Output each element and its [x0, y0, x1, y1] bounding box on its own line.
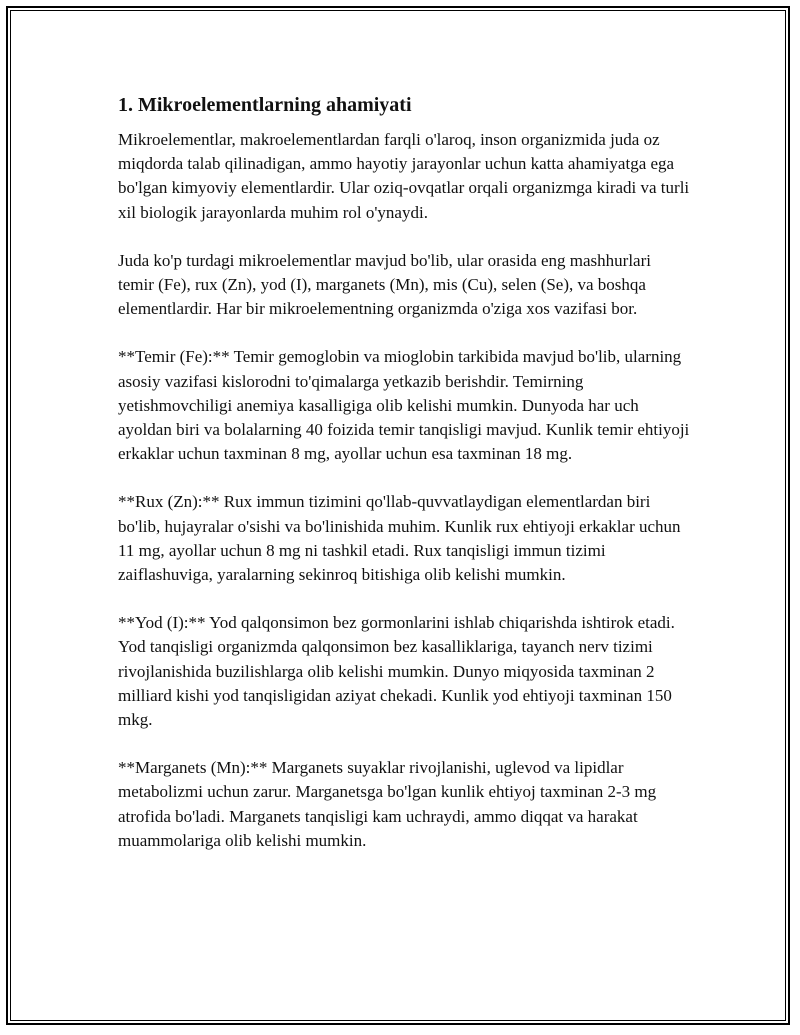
section-heading: 1. Mikroelementlarning ahamiyati	[118, 94, 412, 116]
paragraph-iodine: **Yod (I):** Yod qalqonsimon bez gormonlarini ishlab chiqarishda ishtirok etadi. Yod tanqisligi organizmda qalqonsimon bez kasalliklariga, tayanch nerv tizimi rivojlanishida buzilishlarga olib kelishi mumkin. Dunyo miqyosida taxminan 2 milliard kishi yod tanqisligidan aziyat chekadi. Kunlik yod ehtiyoji taxminan 150 mkg.	[118, 613, 675, 730]
paragraph-intro: Mikroelementlar, makroelementlardan farqli o'laroq, inson organizmida juda oz miqdorda talab qilinadigan, ammo hayotiy jarayonlar uchun katta ahamiyatga ega bo'lgan kimyoviy elementlardir. Ular oziq-ovqatlar orqali organizmga kiradi va turli xil biologik jarayonlarda muhim rol o'ynaydi.	[118, 130, 690, 222]
paragraph-types: Juda ko'p turdagi mikroelementlar mavjud bo'lib, ular orasida eng mashhurlari temir (Fe), rux (Zn), yod (I), marganets (Mn), mis (Cu), selen (Se), va boshqa elementlardir. Har bir mikroelementning organizmda o'ziga xos vazifasi bor.	[118, 250, 651, 319]
paragraph-iron: **Temir (Fe):** Temir gemoglobin va mioglobin tarkibida mavjud bo'lib, ularning asosiy vazifasi kislorodni to'qimalarga yetkazib berishdir. Temirning yetishmovchiligi anemiya kasalligiga olib kelishi mumkin. Dunyoda har uch ayoldan biri va bolalarning 40 foizida temir tanqisligi mavjud. Kunlik temir ehtiyoji erkaklar uchun taxminan 8 mg, ayollar uchun esa taxminan 18 mg.	[118, 347, 690, 464]
paragraph-manganese: **Marganets (Mn):** Marganets suyaklar rivojlanishi, uglevod va lipidlar metabolizmi uchun zarur. Marganetsga bo'lgan kunlik ehtiyoj taxminan 2-3 mg atrofida bo'ladi. Marganets tanqisligi kam uchraydi, ammo diqqat va harakat muammolariga olib kelishi mumkin.	[118, 758, 657, 850]
paragraph-zinc: **Rux (Zn):** Rux immun tizimini qo'llab-quvvatlaydigan elementlardan biri bo'lib, hujayralar o'sishi va bo'linishida muhim. Kunlik rux ehtiyoji erkaklar uchun 11 mg, ayollar uchun 8 mg ni tashkil etadi. Rux tanqisligi immun tizimi zaiflashuviga, yaralarning sekinroq bitishiga olib kelishi mumkin.	[118, 492, 681, 585]
document-body	[118, 92, 690, 877]
